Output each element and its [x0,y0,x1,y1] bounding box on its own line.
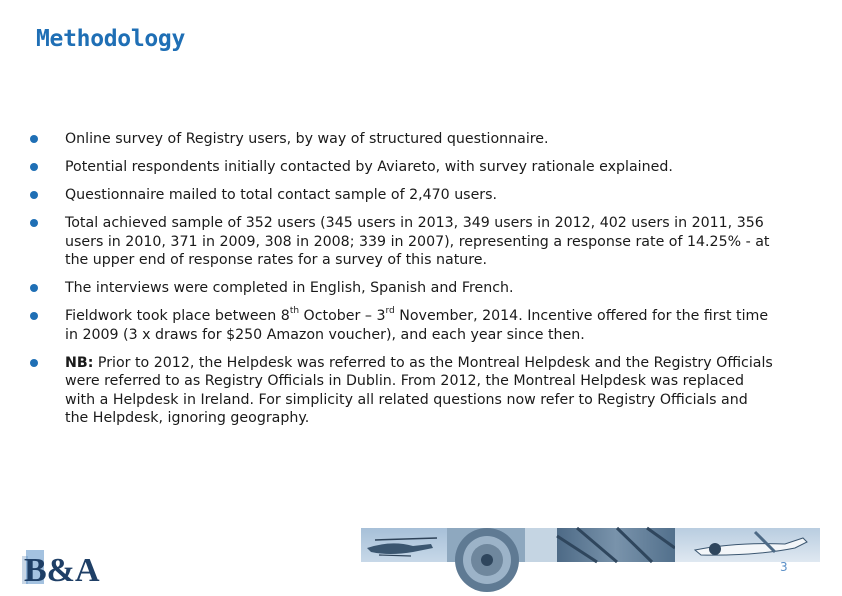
bullet-text-fieldwork [65,308,768,343]
bullet-text-nb [65,355,773,427]
aviation-image-strip [361,528,820,562]
list-item [30,130,775,149]
bullet-text: The interviews were completed in English, Spanish and French. [65,280,514,297]
aircraft-image [675,528,820,562]
bullet-text: Potential respondents initially contacted by Aviareto, with survey rationale explained. [65,158,673,175]
bullet-icon [30,359,38,367]
nb-text: Prior to 2012, the Helpdesk was referred to as the Montreal Helpdesk and the Registry Officials were referred to as Registry Officials in Dublin. From 2012, the Montreal Helpdesk was replaced with a Helpdesk in Ireland. For simplicity all related questions now refer to Registry Officials and the Helpdesk, ignoring geography. [65,354,773,427]
ordinal-suffix: rd [385,306,395,317]
helicopter-image [361,528,447,562]
bullet-icon [30,312,38,320]
list-item [30,214,775,270]
list-item [30,279,775,298]
company-logo [20,546,100,589]
bullet-icon [30,163,38,171]
jet-engine-image [447,528,557,562]
nb-label: NB: [65,354,94,371]
bullet-text: Total achieved sample of 352 users (345 users in 2013, 349 users in 2012, 402 users in 2011, 356 users in 2010, 371 in 2009, 308 in 2008; 339 in 2007), representing a response rate of 14.25% - at the upper end of response rates for a survey of this nature. [65,214,770,269]
methodology-list [30,130,775,437]
page-number: 3 [780,560,788,574]
list-item [30,186,775,205]
fieldwork-text-2: October – 3 [299,308,386,325]
bullet-text: Questionnaire mailed to total contact sample of 2,470 users. [65,186,498,203]
list-item [30,354,775,428]
fieldwork-text-1: Fieldwork took place between 8 [65,308,290,325]
ordinal-suffix: th [289,306,300,317]
page-title: Methodology [36,26,186,52]
fieldwork-text-3: November, 2014. Incentive offered for the first time in 2009 (3 x draws for $250 Amazon voucher), and each year since then. [65,308,769,343]
bullet-icon [30,191,38,199]
list-item [30,158,775,177]
bullet-icon [30,284,38,292]
cockpit-image [557,528,675,562]
list-item [30,307,775,344]
bullet-icon [30,219,38,227]
bullet-icon [30,135,38,143]
logo-text: B&A [24,552,100,589]
bullet-text: Online survey of Registry users, by way of structured questionnaire. [65,131,549,147]
